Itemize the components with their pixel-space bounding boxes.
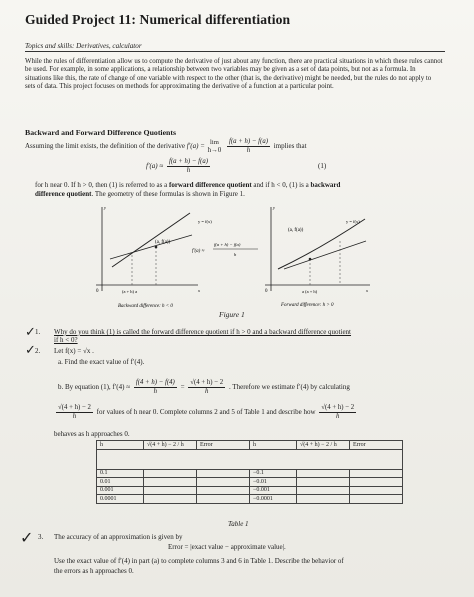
backward-term: backward [310,181,341,189]
q2b-eq: = [180,383,185,392]
q3-line-3: Use the exact value of f′(4) in part (a) to complete columns 3 and 6 in Table 1. Describe the behavior of [54,557,344,565]
table-1 [96,440,403,504]
table-row [97,495,403,504]
lim-sub: h→0 [207,146,222,154]
intro-paragraph: While the rules of differentiation allow us to compute the derivative of just about any function, there are practical situations in which these rules cannot be used. For example, in some applications, a relationship between two variables may be given as a set of data points, but not as a formula. In situations like this, the rate of change of one variable with respect to the other (that is, the derivative) might be needed, but the rules do not apply to sets of data. This project focuses on methods for approximating the derivative of a function at a particular point. [25,58,443,91]
q2b-line-2 [54,404,358,421]
left-curve [112,213,190,267]
col-h-right: h [250,441,297,450]
dq-numerator: f(a + h) − f(a) [228,138,268,145]
q2b-num3: √(4 + h) − 2 [58,404,91,411]
checkmark-icon: ✓ [25,325,36,340]
table-cell[interactable] [350,469,403,478]
implies-text: implies that [273,142,307,151]
page-title: Guided Project 11: Numerical differentiation [25,12,291,27]
table-cell[interactable] [350,495,403,504]
q2b-quotient-4 [319,404,356,421]
col-error-right: Error [350,441,403,450]
forh-text-3: difference quotient [35,190,92,198]
table-cell[interactable] [197,478,250,487]
fprime-a: f′(a) = [186,142,205,151]
checkmark-icon: ✓ [25,343,36,358]
table-cell: 0.01 [97,478,144,487]
q2b-quotient-2 [188,379,225,396]
table-cell: 0.1 [97,469,144,478]
table-cell[interactable] [297,495,350,504]
table-header-row [97,441,403,450]
q2b-line-3: behaves as h approaches 0. [54,430,130,438]
table-cell[interactable] [297,486,350,495]
col-error-left: Error [197,441,250,450]
q2a-text: a. Find the exact value of f′(4). [58,358,145,366]
q2b-num4: √(4 + h) − 2 [321,404,355,411]
topics-line: Topics and skills: Derivatives, calculator [25,42,445,52]
col-approx-left: √(4 + h) − 2 / h [144,441,197,450]
table-cell: −0.001 [250,486,297,495]
right-y-label: y [273,205,275,210]
q2b-tail: . Therefore we estimate f′(4) by calculating [228,383,350,392]
forh-text-2: and if h < 0, (1) is a [253,181,309,189]
table-row [97,486,403,495]
table-cell: −0.0001 [250,495,297,504]
q1-line-2: if h < 0? [54,336,78,344]
forward-graph [265,205,370,308]
left-xticks: (a + h) a [122,289,138,294]
checkmark-icon: ✓ [20,528,34,547]
forh-line-1 [35,181,340,189]
col-h-left: h [97,441,144,450]
table-cell: −0.01 [250,478,297,487]
left-secant [110,235,192,259]
table-cell[interactable] [144,478,197,487]
q1-line-1: Why do you think (1) is called the forward difference quotient if h > 0 and a backward difference quotient [54,328,352,336]
q3-number: 3. [38,533,44,541]
table-cell[interactable] [350,478,403,487]
forh-text-4: . The geometry of these formulas is shown in Figure 1. [91,190,245,198]
left-caption: Backward difference: h < 0 [118,304,173,309]
mid-den: h [234,252,237,257]
right-x-label: x [366,288,368,293]
left-yfx: y = f(x) [198,219,212,224]
left-y-label: y [104,205,106,210]
assume-text: Assuming the limit exists, the definition of the derivative [25,142,186,151]
q2b-line-2-text: for values of h near 0. Complete columns 2 and 5 of Table 1 and describe how [96,408,316,417]
table-cell: 0.001 [97,486,144,495]
right-caption: Forward difference: h > 0 [281,303,334,308]
right-yfx: y = f(x) [346,219,360,224]
q3-line-1: The accuracy of an approximation is given by [54,533,183,541]
table-cell[interactable] [144,469,197,478]
right-secant [284,241,366,269]
right-point-label: (a, f(a)) [288,228,304,233]
difference-quotient [227,138,270,155]
q2b-num: f(4 + h) − f(4) [135,379,175,386]
figure-mid-formula [192,242,258,257]
approx-denominator: h [186,167,191,174]
lim-text: lim [210,138,219,146]
q3-line-4: the errors as h approaches 0. [54,567,134,575]
mid-lhs: f′(a) ≈ [192,249,205,254]
mid-num: f(a + h) − f(a) [214,242,241,247]
right-xticks: a (a + h) [302,289,318,294]
table-caption: Table 1 [228,520,249,528]
q2b-den: h [153,388,158,395]
approx-numerator: f(a + h) − f(a) [168,158,208,165]
left-point [155,246,158,249]
right-point [309,258,312,261]
forh-line-2 [35,190,245,198]
equation-label: (1) [318,162,327,170]
q2-number: 2. [35,347,41,355]
approx-lhs: f′(a) ≈ [146,162,164,171]
table-cell: −0.1 [250,469,297,478]
q2b-num2: √(4 + h) − 2 [190,379,224,386]
backward-graph [96,205,212,309]
figure-caption: Figure 1 [219,310,245,319]
figure-1 [80,199,380,314]
table-row [97,449,403,469]
left-x-label: x [198,288,200,293]
q2b-den3: h [72,413,77,420]
q2b-lead: b. By equation (1), f′(4) ≈ [58,383,131,392]
table-cell[interactable] [197,486,250,495]
forh-text-1: for h near 0. If h > 0, then (1) is referred to as a [35,181,168,189]
forward-term: forward difference quotient [168,181,252,189]
q3-line-2: Error = |exact value − approximate value|. [168,543,286,551]
left-origin: 0 [96,289,99,294]
col-approx-right: √(4 + h) − 2 / h [297,441,350,450]
table-cell: 0.0001 [97,495,144,504]
approx-equation [146,158,212,175]
right-curve [278,219,365,269]
definition-line [25,138,307,155]
approx-quotient [167,158,210,175]
table-cell[interactable] [144,486,197,495]
q2b-den4: h [336,413,340,420]
q2b-quotient-3 [56,404,93,421]
limit-operator [208,139,222,155]
table-cell[interactable] [297,469,350,478]
q1-number: 1. [35,328,41,336]
q2b-quotient-1 [134,379,177,396]
table-cell[interactable] [297,478,350,487]
dq-denominator: h [246,147,251,154]
table-cell[interactable] [197,495,250,504]
left-point-label: (a, f(a)) [155,240,171,245]
table-cell[interactable] [350,486,403,495]
right-origin: 0 [265,289,268,294]
q2-text: Let f(x) = √x . [54,347,94,355]
section-heading: Backward and Forward Difference Quotients [25,128,177,137]
table-cell[interactable] [144,495,197,504]
table-cell[interactable] [197,469,250,478]
q2b-den2: h [205,388,209,395]
q2b-line-1 [58,379,350,396]
table-spacer [97,449,403,469]
table-row [97,469,403,478]
table-row [97,478,403,487]
